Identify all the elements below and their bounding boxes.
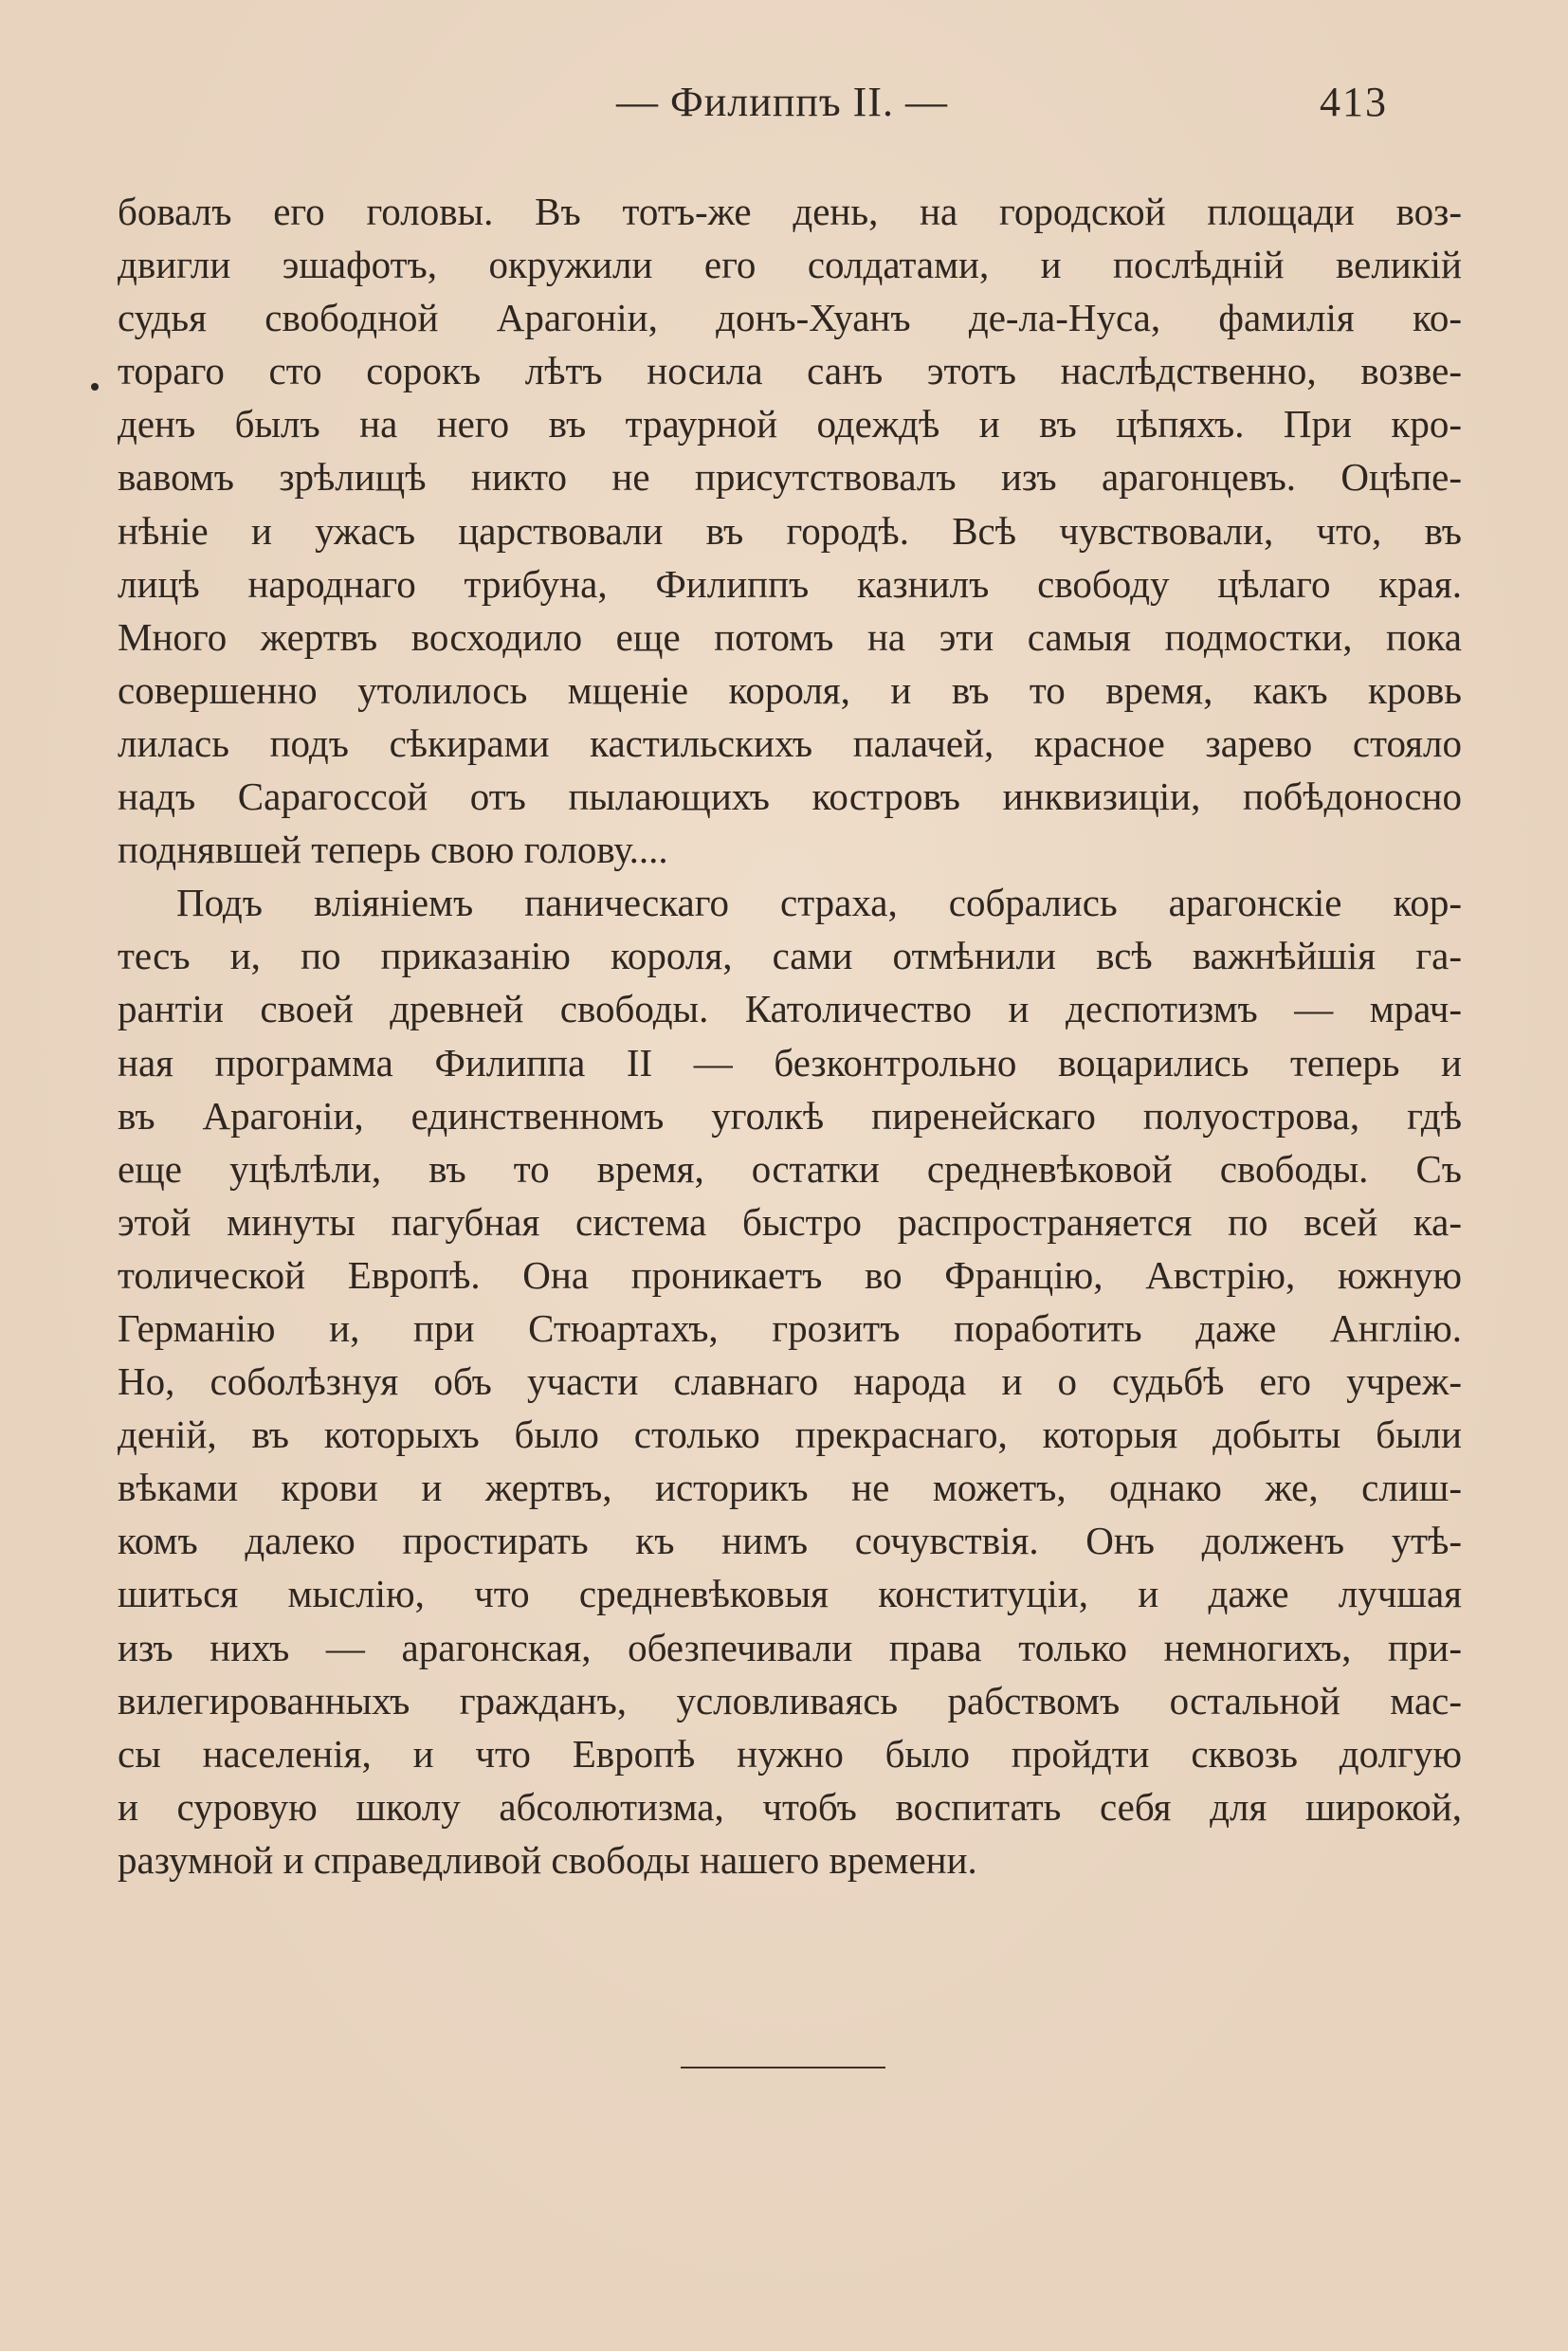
text-line: денъ былъ на него въ траурной одеждѣ и въ цѣпяхъ. При кро- [118,402,1462,447]
paragraph-1 [118,185,1462,876]
text-line: лицѣ народнаго трибуна, Филиппъ казнилъ свободу цѣлаго края. [118,561,1462,606]
text-line: и суровую школу абсолютизма, чтобъ воспитать себя для широкой, [118,1784,1462,1829]
text-line: толической Европѣ. Она проникаетъ во Францiю, Австрiю, южную [118,1252,1462,1297]
text-line: Германiю и, при Стюартахъ, грозитъ поработить даже Англiю. [118,1305,1462,1350]
text-line: ная программа Филиппа II — безконтрольно воцарились теперь и [118,1040,1462,1084]
text-line: совершенно утолилось мщенiе короля, и въ то время, какъ кровь [118,667,1462,712]
text-line: этой минуты пагубная система быстро распространяется по всей ка- [118,1199,1462,1244]
margin-ink-dot [91,383,99,391]
text-line: тораго сто сорокъ лѣтъ носила санъ этотъ наслѣдственно, возве- [118,349,1462,393]
text-line: бовалъ его головы. Въ тотъ-же день, на городской площади воз- [118,190,1462,233]
text-line: вавомъ зрѣлищѣ никто не присутствовалъ изъ арагонцевъ. Оцѣпе- [118,455,1462,500]
text-line: изъ нихъ — арагонская, обезпечивали права только немногихъ, при- [118,1625,1462,1669]
text-line: Много жертвъ восходило еще потомъ на эти самыя подмостки, пока [118,614,1462,659]
text-line: нѣнiе и ужасъ царствовали въ городѣ. Всѣ чувствовали, что, въ [118,508,1462,553]
running-title: — Филиппъ II. — [616,79,948,125]
text-line: вилегированныхъ гражданъ, условливаясь рабствомъ остальной мас- [118,1678,1462,1722]
text-line: судья свободной Арагонiи, донъ-Хуанъ де-ла-Нуса, фамилiя ко- [118,296,1462,340]
text-line: денiй, въ которыхъ было столько прекраснаго, которыя добыты были [118,1412,1462,1457]
page-number: 413 [1320,79,1388,125]
text-line: Но, соболѣзнуя объ участи славнаго народа и о судьбѣ его учреж- [118,1359,1462,1404]
text-line: шиться мыслiю, что средневѣковыя конституцiи, и даже лучшая [118,1572,1462,1616]
text-line: двигли эшафотъ, окружили его солдатами, и послѣднiй великiй [118,243,1462,287]
text-line: поднявшей теперь свою голову.... [118,828,668,872]
text-line: комъ далеко простирать къ нимъ сочувствiя. Онъ долженъ утѣ- [118,1519,1462,1563]
page-header [0,78,1568,135]
text-line: лилась подъ сѣкирами кастильскихъ палачей, красное зарево стояло [118,720,1462,765]
text-line: разумной и справедливой свободы нашего времени. [118,1837,977,1882]
text-line: надъ Сарагоссой отъ пылающихъ костровъ инквизицiи, побѣдоносно [118,775,1462,819]
body-text [118,185,1462,1886]
text-line: еще уцѣлѣли, въ то время, остатки средневѣковой свободы. Съ [118,1146,1462,1191]
text-line: въ Арагонiи, единственномъ уголкѣ пиренейскаго полуострова, гдѣ [118,1093,1462,1138]
text-line: вѣками крови и жертвъ, историкъ не можетъ, однако же, слиш- [118,1466,1462,1510]
text-line: тесъ и, по приказанiю короля, сами отмѣнили всѣ важнѣйшiя га- [118,934,1462,978]
text-line: рантiи своей древней свободы. Католичество и деспотизмъ — мрач- [118,987,1462,1031]
text-line: Подъ влiянiемъ паническаго страха, собрались арагонскiе кор- [176,881,1462,925]
text-line: сы населенiя, и что Европѣ нужно было пройдти сквозь долгую [118,1731,1462,1776]
end-rule [681,2067,885,2069]
paragraph-2 [118,876,1462,1886]
